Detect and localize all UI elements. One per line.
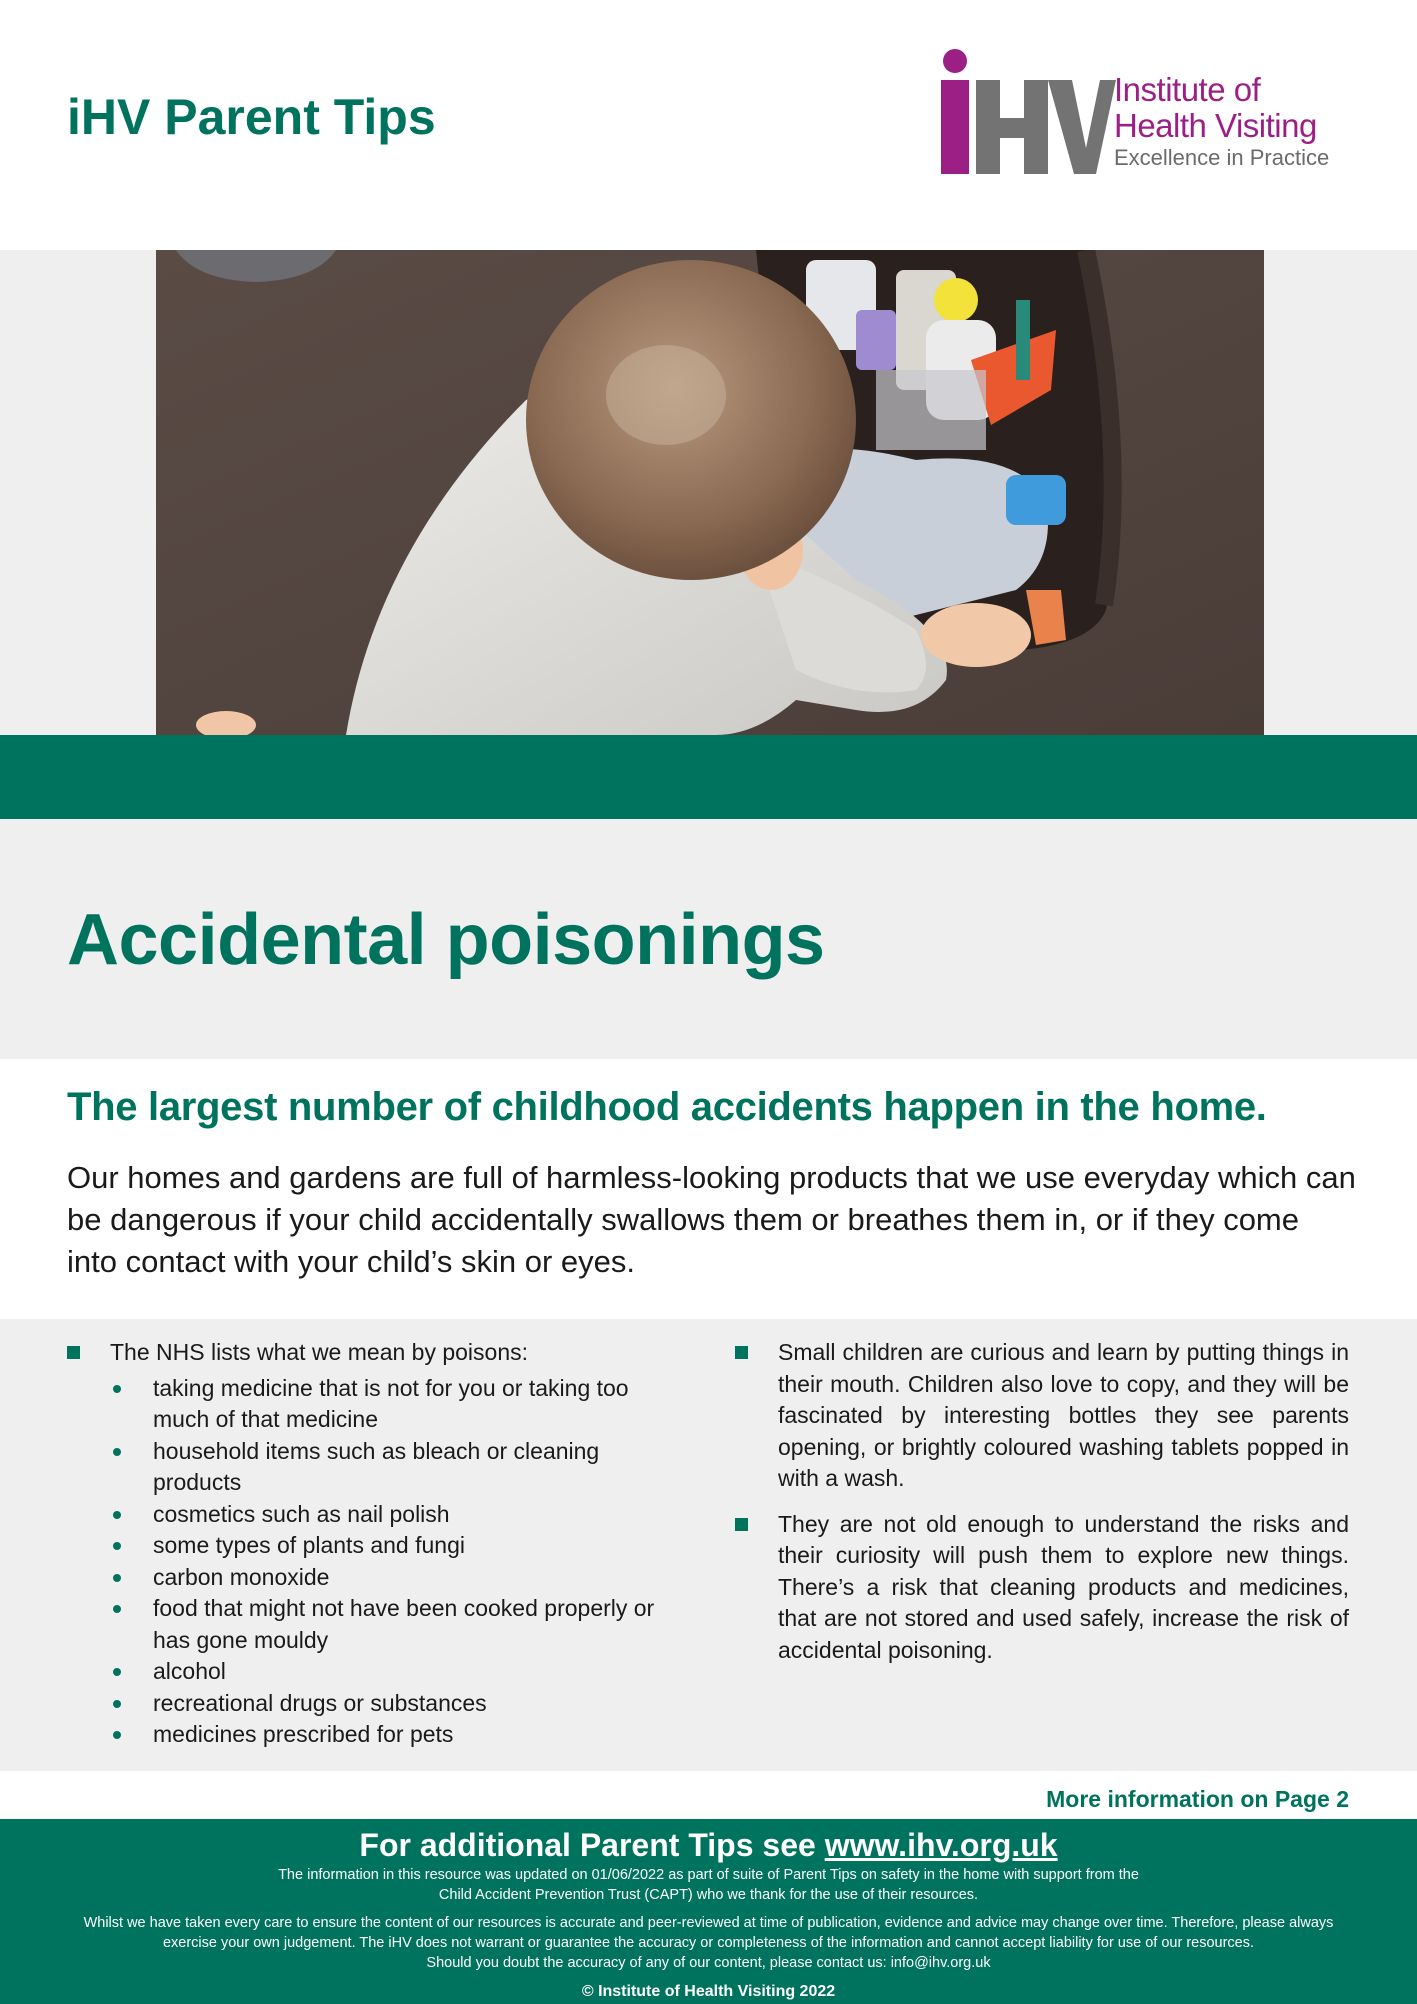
- risk-paragraph: [735, 1509, 1349, 1667]
- disclaimer-line-1: Whilst we have taken every care to ensure the content of our resources is accurate and peer-reviewed at time of publication, evidence and advice may change over time. Therefore, please always: [83, 1915, 1334, 1931]
- disclaimer-line-2: exercise your own judgement. The iHV does not warrant or guarantee the accuracy or completeness of the information and cannot accept liability for use of our resources.: [162, 1935, 1255, 1951]
- list-item: [110, 1436, 687, 1499]
- header: [0, 0, 1417, 250]
- ihv-logo[interactable]: [938, 48, 1338, 183]
- intro-heading: The largest number of childhood accidents happen in the home.: [67, 1085, 1267, 1129]
- intro-section: [0, 1059, 1417, 1319]
- content-columns: [0, 1319, 1417, 1771]
- poisons-lead-item: [67, 1337, 687, 1751]
- dot-bullet-icon: [113, 1605, 121, 1613]
- dot-bullet-icon: [113, 1574, 121, 1582]
- list-item-text: food that might not have been cooked properly or has gone mouldy: [153, 1595, 655, 1653]
- square-bullet-icon: [735, 1518, 748, 1531]
- curiosity-paragraph: [735, 1337, 1349, 1495]
- hero-band: [0, 250, 1417, 735]
- list-item-text: carbon monoxide: [153, 1563, 330, 1590]
- logo-line-2: Health Visiting: [1114, 107, 1317, 144]
- list-item: [110, 1656, 687, 1688]
- list-item: [110, 1719, 687, 1751]
- list-item-text: medicines prescribed for pets: [153, 1721, 454, 1747]
- website-link[interactable]: www.ihv.org.uk: [824, 1827, 1058, 1863]
- curiosity-text: Small children are curious and learn by putting things in their mouth. Children also love to copy, and they will be fascinated by interesting bottles they see parents opening, or brightly coloured washing tablets popped in with a wash.: [778, 1339, 1349, 1491]
- list-item: [110, 1530, 687, 1562]
- dot-bullet-icon: [113, 1668, 121, 1676]
- list-item-text: cosmetics such as nail polish: [153, 1500, 450, 1527]
- risk-text: They are not old enough to understand the risks and their curiosity will push them to explore new things. There’s a risk that cleaning products and medicines, that are not stored and used safely, increase the risk of accidental poisoning.: [778, 1510, 1349, 1663]
- footer-cta: [0, 1819, 1417, 1865]
- poisons-lead: The NHS lists what we mean by poisons:: [110, 1339, 529, 1365]
- list-item: [110, 1593, 687, 1656]
- dot-bullet-icon: [113, 1385, 121, 1393]
- list-item-text: taking medicine that is not for you or taking too much of that medicine: [153, 1374, 629, 1432]
- copyright: © Institute of Health Visiting 2022: [581, 1983, 836, 2000]
- right-column: [735, 1337, 1349, 1678]
- logo-line-3: Excellence in Practice: [1114, 145, 1330, 170]
- title-band: [0, 819, 1417, 1059]
- page-title: Accidental poisonings: [67, 900, 825, 980]
- list-item: [110, 1499, 687, 1531]
- footer: [0, 1819, 1417, 2004]
- list-item-text: recreational drugs or substances: [153, 1689, 487, 1716]
- update-note-line-1: The information in this resource was updated on 01/06/2022 as part of suite of Parent Tips on safety in the home with support from the: [278, 1867, 1139, 1883]
- list-item: [110, 1688, 687, 1720]
- update-note-line-2: Child Accident Prevention Trust (CAPT) who we thank for the use of their resources.: [438, 1887, 979, 1903]
- dot-bullet-icon: [113, 1700, 121, 1708]
- header-title: iHV Parent Tips: [67, 89, 436, 145]
- dot-bullet-icon: [113, 1511, 121, 1519]
- square-bullet-icon: [67, 1346, 80, 1359]
- square-bullet-icon: [735, 1346, 748, 1359]
- intro-body: Our homes and gardens are full of harmless-looking products that we use everyday which can be dangerous if your child accidentally swallows them or breathes them in, or if they come into contact with your child’s skin or eyes.: [67, 1160, 1356, 1279]
- dot-bullet-icon: [113, 1731, 121, 1739]
- list-item-text: alcohol: [153, 1658, 226, 1684]
- list-item: [110, 1373, 687, 1436]
- more-info-link[interactable]: More information on Page 2: [1046, 1786, 1349, 1812]
- ihv-logo-mark: [938, 48, 1118, 178]
- accent-band: [0, 735, 1417, 819]
- footer-cta-text: For additional Parent Tips see: [359, 1827, 825, 1863]
- list-item-text: household items such as bleach or cleaning products: [153, 1437, 600, 1495]
- hero-photo: [156, 250, 1264, 735]
- poisons-list: [67, 1373, 687, 1751]
- disclaimer-line-3: Should you doubt the accuracy of any of our content, please contact us: info@ihv.org.uk: [426, 1955, 991, 1971]
- left-column: [67, 1337, 687, 1763]
- list-item: [110, 1562, 687, 1594]
- list-item-text: some types of plants and fungi: [153, 1532, 465, 1558]
- logo-line-1: Institute of: [1114, 71, 1261, 108]
- dot-bullet-icon: [113, 1542, 121, 1550]
- ihv-logo-wordmark: [1114, 72, 1329, 172]
- dot-bullet-icon: [113, 1448, 121, 1456]
